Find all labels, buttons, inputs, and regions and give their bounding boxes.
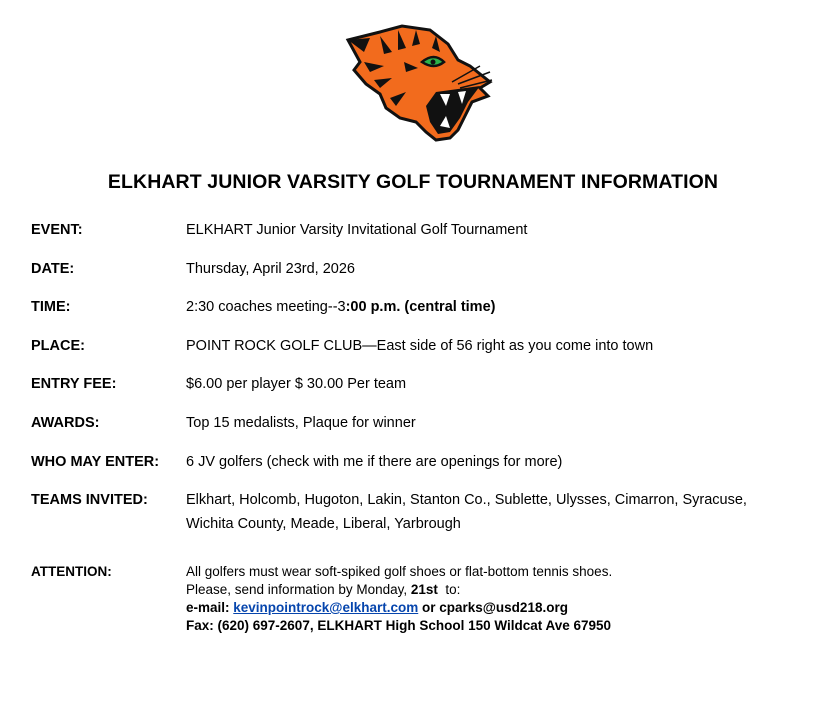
attention-line-2-end: to: — [437, 582, 461, 597]
attention-value — [186, 563, 806, 635]
awards-value: Top 15 medalists, Plaque for winner — [186, 415, 416, 431]
entry-fee-value: $6.00 per player $ 30.00 Per team — [186, 376, 407, 392]
teams-invited-label: TEAMS INVITED: — [31, 492, 148, 508]
attention-line-1: All golfers must wear soft-spiked golf shoes or flat-bottom tennis shoes. — [186, 564, 613, 579]
fax-line: Fax: (620) 697-2607, ELKHART High School 150 Wildcat Ave 67950 — [186, 618, 612, 633]
time-label: TIME: — [31, 299, 71, 315]
awards-label: AWARDS: — [31, 415, 100, 431]
date-label: DATE: — [31, 261, 75, 277]
email-suffix: or cparks@usd218.org — [418, 600, 568, 615]
attention-line-2-start: Please, send information by Monday, — [186, 582, 411, 597]
teams-invited-line-1: Elkhart, Holcomb, Hugoton, Lakin, Stanton Co., Sublette, Ulysses, Cimarron, Syracuse, — [186, 492, 747, 508]
teams-invited-line-2: Wichita County, Meade, Liberal, Yarbrough — [186, 516, 461, 532]
email-line — [186, 599, 806, 617]
page-title: ELKHART JUNIOR VARSITY GOLF TOURNAMENT INFORMATION — [107, 171, 719, 193]
place-value: POINT ROCK GOLF CLUB—East side of 56 right as you come into town — [186, 338, 654, 354]
entry-fee-label: ENTRY FEE: — [31, 376, 117, 392]
event-value: ELKHART Junior Varsity Invitational Golf Tournament — [186, 222, 528, 238]
email-link[interactable]: kevinpointrock@elkhart.com — [233, 600, 419, 615]
attention-deadline: 21st — [410, 582, 438, 597]
who-may-enter-label: WHO MAY ENTER: — [31, 454, 160, 470]
teams-invited-value — [186, 488, 806, 536]
attention-label: ATTENTION: — [31, 564, 112, 579]
attention-line-2 — [186, 581, 806, 599]
date-value: Thursday, April 23rd, 2026 — [186, 261, 355, 277]
wildcat-logo — [340, 22, 495, 144]
wildcat-mascot-icon — [340, 22, 495, 144]
event-label: EVENT: — [31, 222, 83, 238]
email-prefix: e-mail: — [186, 600, 234, 615]
time-value-bold: :00 p.m. (central time) — [345, 299, 496, 315]
time-value-start: 2:30 coaches meeting--3 — [186, 299, 346, 315]
who-may-enter-value: 6 JV golfers (check with me if there are openings for more) — [186, 454, 563, 470]
place-label: PLACE: — [31, 338, 85, 354]
time-value — [186, 295, 806, 319]
